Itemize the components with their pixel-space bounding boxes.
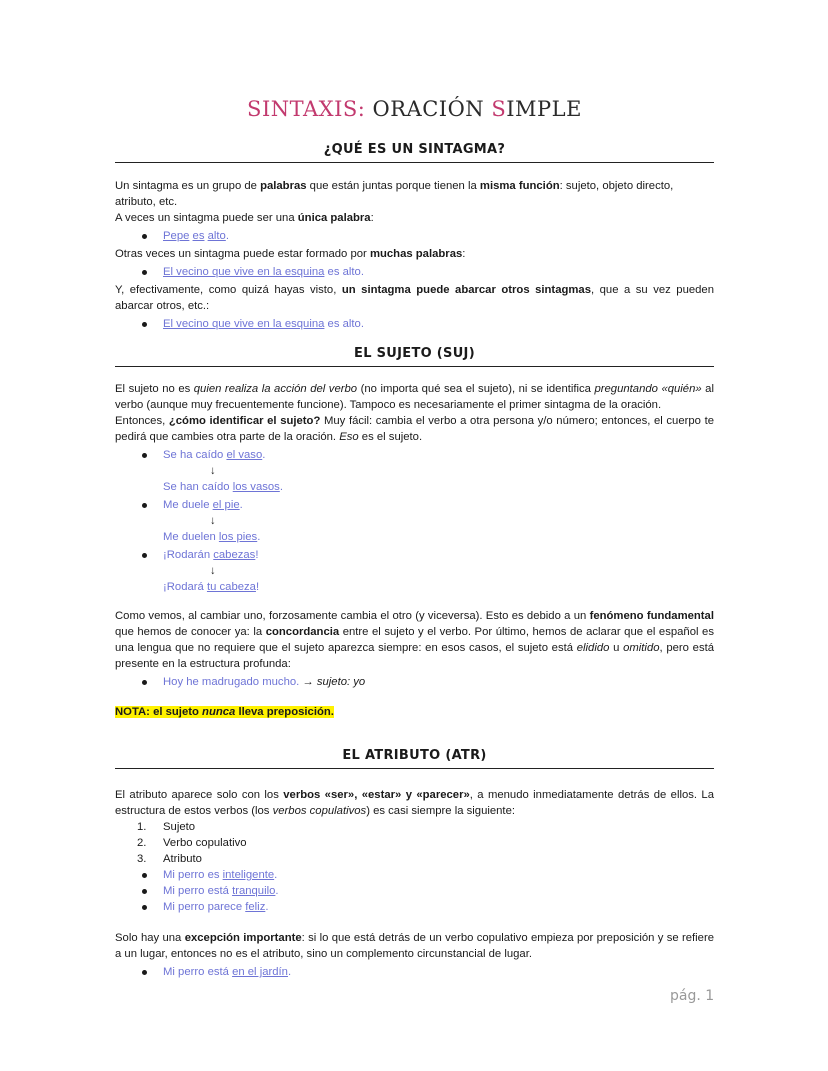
example-list	[115, 674, 714, 690]
list-item: 1. Sujeto	[137, 821, 196, 833]
section-sujeto	[115, 381, 714, 720]
note-highlight: NOTA: el sujeto nunca lleva preposición.	[115, 706, 334, 718]
paragraph: El atributo aparece solo con los verbos «ser», «estar» y «parecer», a menudo inmediatamente detrás de ellos. La estructura de estos verbos (los verbos copulativos) es casi siempre la siguiente:	[115, 789, 714, 817]
heading-sintagma: ¿QUÉ ES UN SINTAGMA?	[115, 141, 714, 163]
list-item: 3. Atributo	[137, 853, 202, 865]
example-list	[115, 964, 714, 980]
section-atributo	[115, 787, 714, 980]
paragraph: El sujeto no es quien realiza la acción del verbo (no importa qué sea el sujeto), ni se identifica preguntando «quién» al verbo (aunque muy frecuentemente funcione). Tampoco es necesariamente el primer sintagma de la oración.	[115, 383, 714, 411]
numbered-list	[115, 819, 714, 867]
paragraph: Otras veces un sintagma puede estar formado por muchas palabras:	[115, 248, 466, 260]
arrow-down-icon: ↓	[210, 565, 216, 577]
example-item: Se han caído los vasos.	[163, 481, 283, 493]
page-title: SINTAXIS: ORACIÓN SIMPLE	[247, 97, 582, 121]
paragraph: Como vemos, al cambiar uno, forzosamente cambia el otro (y viceversa). Esto es debido a un fenómeno fundamental que hemos de conocer ya: la concordancia entre el sujeto y el verbo. Por último, hemos de aclarar que el español es una lengua que no requiere que el sujeto aparezca siempre: en esos casos, el sujeto está elidido u omitido, pero está presente en la estructura profunda:	[115, 610, 715, 670]
example-list	[115, 264, 714, 280]
example-item: Me duele el pie.	[115, 497, 714, 513]
example-list	[115, 447, 714, 595]
example-item: ¡Rodará tu cabeza!	[163, 581, 260, 593]
paragraph: Y, efectivamente, como quizá hayas visto, un sintagma puede abarcar otros sintagmas, que a su vez pueden abarcar otros, etc.:	[115, 284, 714, 312]
paragraph: Solo hay una excepción importante: si lo que está detrás de un verbo copulativo empieza por preposición y se refiere a un lugar, entonces no es el atributo, sino un complemento circunstancial de lugar.	[115, 932, 715, 960]
arrow-down-icon: ↓	[210, 515, 216, 527]
example-item: Hoy he madrugado mucho. → sujeto: yo	[115, 674, 714, 690]
example-item: Se ha caído el vaso.	[115, 447, 714, 463]
section-sintagma	[115, 178, 714, 334]
paragraph: A veces un sintagma puede ser una única palabra:	[115, 212, 374, 224]
paragraph: Entonces, ¿cómo identificar el sujeto? Muy fácil: cambia el verbo a otra persona y/o número; entonces, el cuerpo te pedirá que cambies otra parte de la oración. Eso es el sujeto.	[115, 415, 714, 443]
example-item: Mi perro parece feliz.	[115, 899, 714, 915]
example-item: Mi perro está tranquilo.	[115, 883, 714, 899]
example-item: ¡Rodarán cabezas!	[115, 547, 714, 563]
example-list	[115, 867, 714, 915]
heading-atributo: EL ATRIBUTO (ATR)	[115, 747, 714, 769]
paragraph: Un sintagma es un grupo de palabras que están juntas porque tienen la misma función: sujeto, objeto directo, atributo, etc.	[115, 180, 674, 208]
list-item: 2. Verbo copulativo	[137, 837, 247, 849]
arrow-down-icon: ↓	[210, 465, 216, 477]
example-item: El vecino que vive en la esquina es alto.	[115, 316, 714, 332]
page-number: pág. 1	[670, 988, 715, 1004]
example-item: Mi perro es inteligente.	[115, 867, 714, 883]
example-list	[115, 228, 714, 244]
example-item: Mi perro está en el jardín.	[115, 964, 714, 980]
example-item: El vecino que vive en la esquina es alto.	[115, 264, 714, 280]
example-item: Pepe es alto.	[115, 228, 714, 244]
example-item: Me duelen los pies.	[163, 531, 261, 543]
heading-sujeto: EL SUJETO (SUJ)	[115, 345, 714, 367]
example-list	[115, 316, 714, 332]
